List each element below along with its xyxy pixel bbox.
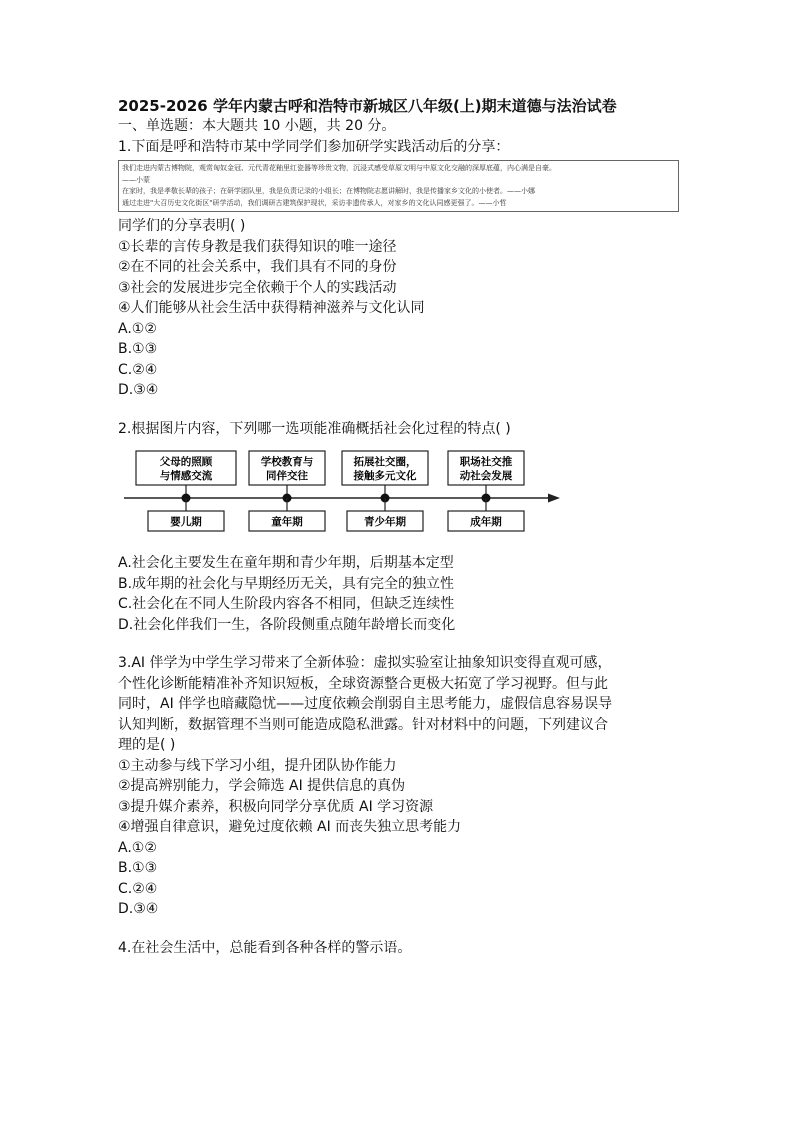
top-box-2-line-2: 同伴交往 bbox=[266, 470, 308, 482]
quote-line: 我们走进内蒙古博物院，观赏匈奴金冠、元代青花釉里红瓷器等珍贵文物，沉浸式感受草原文明与中原文化交融的深厚底蕴，内心满是自豪。 bbox=[122, 164, 556, 172]
top-box-1 bbox=[136, 451, 236, 498]
exam-title: 2025-2026 学年内蒙古呼和浩特市新城区八年级(上)期末道德与法治试卷 bbox=[118, 97, 617, 115]
option-c: C.②④ bbox=[118, 880, 158, 897]
question-2 bbox=[118, 419, 678, 636]
top-box-1-line-1: 父母的照顾 bbox=[159, 456, 213, 468]
option-b: B.①③ bbox=[118, 341, 158, 357]
question-2-stem: 2.根据图片内容，下列哪一选项能准确概括社会化过程的特点( ) bbox=[118, 420, 511, 437]
statement: ③提升媒介素养，积极向同学分享优质 AI 学习资源 bbox=[118, 798, 434, 815]
top-box-3-line-2: 接触多元文化 bbox=[353, 470, 417, 482]
stage-box-1 bbox=[148, 498, 224, 531]
quote-line: 通过走进"大召历史文化街区"研学活动，我们调研古建筑保护现状，采访非遗传承人，对家乡的文化认同感更强了。——小哲 bbox=[122, 198, 507, 207]
option-d: D.③④ bbox=[118, 901, 159, 917]
top-box-2 bbox=[249, 451, 325, 498]
option-d: D.社会化伴我们一生，各阶段侧重点随年龄增长而变化 bbox=[118, 616, 456, 633]
question-3 bbox=[118, 653, 678, 920]
question-3-stem-line: 个性化诊断能精准补齐知识短板，全球资源整合更极大拓宽了学习视野。但与此 bbox=[118, 675, 608, 692]
exam-page bbox=[118, 96, 678, 958]
question-1-stem: 1.下面是呼和浩特市某中学同学们参加研学实践活动后的分享： bbox=[118, 138, 510, 155]
question-4-stem: 4.在社会生活中，总能看到各种各样的警示语。 bbox=[118, 939, 412, 956]
option-a: A.①② bbox=[118, 839, 157, 856]
socialization-timeline-diagram bbox=[122, 449, 678, 543]
stage-box-3 bbox=[347, 498, 423, 531]
top-box-3-line-1: 拓展社交圈， bbox=[353, 456, 417, 468]
question-1 bbox=[118, 137, 678, 401]
quote-line: ——小蒙 bbox=[122, 175, 150, 184]
option-c: C.②④ bbox=[118, 361, 158, 378]
stage-label: 成年期 bbox=[470, 516, 502, 528]
top-box-1-line-2: 与情感交流 bbox=[159, 470, 213, 482]
statement: ②提高辨别能力，学会筛选 AI 提供信息的真伪 bbox=[118, 778, 406, 794]
stage-label: 婴儿期 bbox=[170, 516, 202, 528]
question-3-stem-line: 3.AI 伴学为中学生学习带来了全新体验：虚拟实验室让抽象知识变得直观可感， bbox=[118, 655, 612, 671]
question-3-stem-line: 同时，AI 伴学也暗藏隐忧——过度依赖会削弱自主思考能力，虚假信息容易误导 bbox=[118, 696, 613, 712]
option-a: A.①② bbox=[118, 320, 157, 337]
question-4 bbox=[118, 938, 678, 959]
quote-line: 在家时，我是孝敬长辈的孩子；在研学团队里，我是负责记录的小组长；在博物院志愿讲解时，我是传播家乡文化的小使者。——小娜 bbox=[122, 187, 535, 195]
top-box-4 bbox=[448, 451, 524, 498]
question-3-stem-line: 理的是( ) bbox=[118, 737, 176, 753]
statement: ③社会的发展进步完全依赖于个人的实践活动 bbox=[118, 279, 397, 296]
option-d: D.③④ bbox=[118, 382, 159, 398]
statement: ①主动参与线下学习小组，提升团队协作能力 bbox=[118, 757, 397, 774]
option-b: B.①③ bbox=[118, 860, 158, 876]
share-quote-box bbox=[118, 160, 679, 212]
top-box-4-line-1: 职场社交推 bbox=[459, 456, 513, 468]
section-heading: 一、单选题：本大题共 10 小题，共 20 分。 bbox=[118, 118, 396, 134]
top-box-3 bbox=[342, 451, 428, 498]
question-1-ask: 同学们的分享表明( ) bbox=[118, 218, 246, 234]
top-box-4-line-2: 动社会发展 bbox=[459, 470, 513, 482]
option-c: C.社会化在不同人生阶段内容各不相同，但缺乏连续性 bbox=[118, 596, 455, 612]
question-3-stem-line: 认知判断，数据管理不当则可能造成隐私泄露。针对材料中的问题，下列建议合 bbox=[118, 716, 608, 733]
stage-label: 青少年期 bbox=[364, 516, 406, 528]
top-box-2-line-1: 学校教育与 bbox=[260, 456, 314, 468]
statement: ①长辈的言传身教是我们获得知识的唯一途径 bbox=[118, 238, 397, 255]
stage-label: 童年期 bbox=[271, 516, 303, 528]
stage-box-4 bbox=[448, 498, 524, 531]
stage-box-2 bbox=[249, 498, 325, 531]
option-b: B.成年期的社会化与早期经历无关，具有完全的独立性 bbox=[118, 575, 455, 592]
statement: ④增强自律意识，避免过度依赖 AI 而丧失独立思考能力 bbox=[118, 819, 462, 835]
statement: ②在不同的社会关系中，我们具有不同的身份 bbox=[118, 259, 397, 275]
statement: ④人们能够从社会生活中获得精神滋养与文化认同 bbox=[118, 300, 425, 316]
option-a: A.社会化主要发生在童年期和青少年期，后期基本定型 bbox=[118, 555, 454, 571]
